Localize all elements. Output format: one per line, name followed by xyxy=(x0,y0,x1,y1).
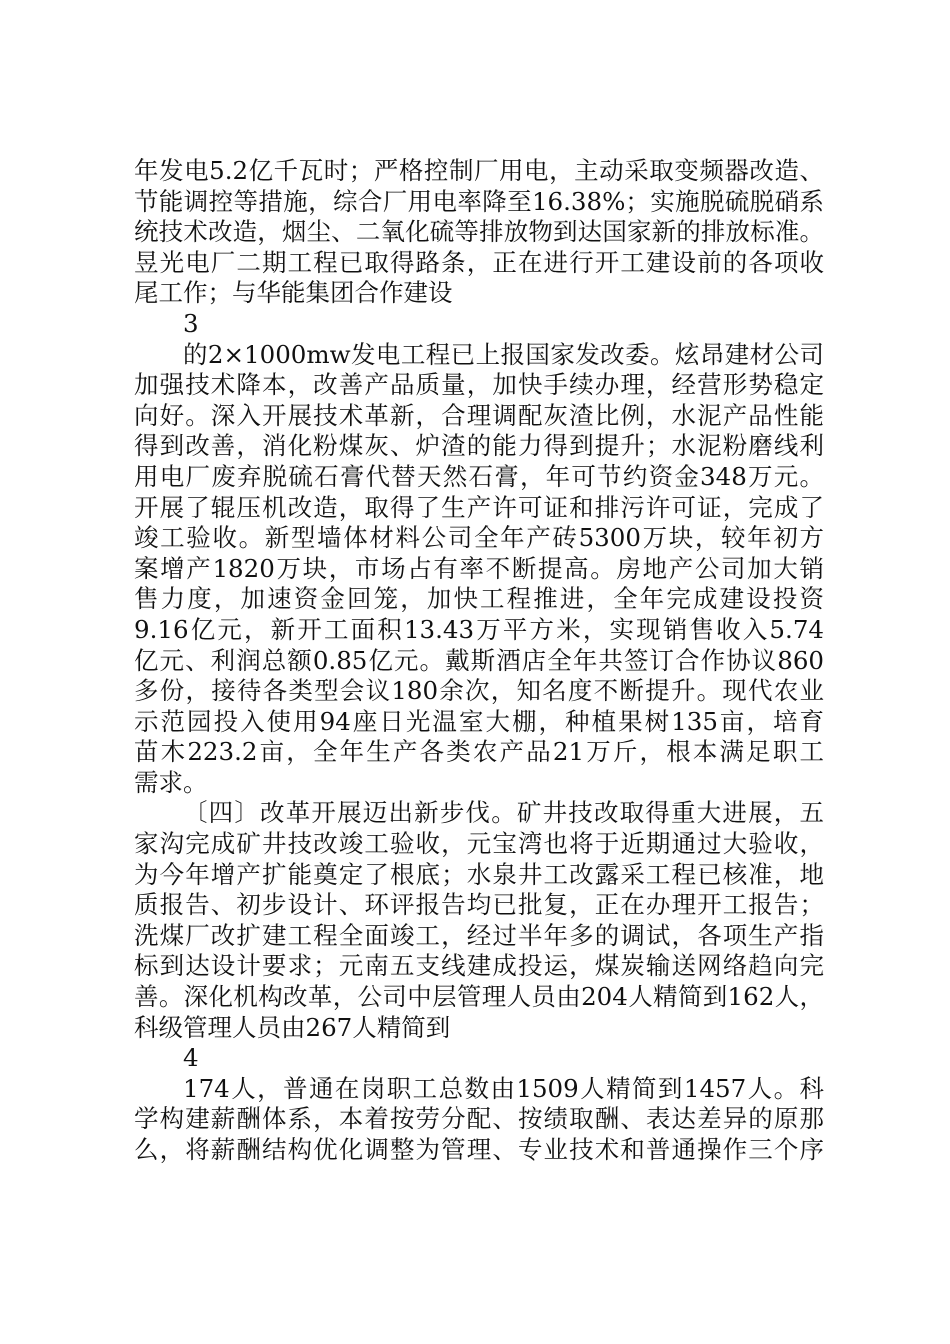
document-body xyxy=(134,156,824,1166)
text-line: 为今年增产扩能奠定了根底；水泉井工改露采工程已核准，地 xyxy=(134,859,824,889)
text-line: 开展了辊压机改造，取得了生产许可证和排污许可证，完成了 xyxy=(134,492,824,522)
text-line: 向好。深入开展技术革新，合理调配灰渣比例，水泥产品性能 xyxy=(134,400,824,430)
text-line: 么，将薪酬结构优化调整为管理、专业技术和普通操作三个序 xyxy=(134,1135,824,1164)
paragraph-first-line: 〔四〕改革开展迈出新步伐。矿井技改取得重大进展，五 xyxy=(183,798,824,828)
page-number: 4 xyxy=(183,1043,199,1073)
text-line: 竣工验收。新型墙体材料公司全年产砖5300万块，较年初方 xyxy=(134,523,824,553)
text-line: 需求。 xyxy=(134,767,208,797)
text-line: 示范园投入使用94座日光温室大棚，种植果树135亩，培育 xyxy=(134,706,824,736)
text-line: 苗木223.2亩，全年生产各类农产品21万斤，根本满足职工 xyxy=(134,737,824,767)
text-line: 9.16亿元，新开工面积13.43万平方米，实现销售收入5.74 xyxy=(134,614,824,644)
text-line: 科级管理人员由267人精简到 xyxy=(134,1012,451,1042)
text-line: 善。深化机构改革，公司中层管理人员由204人精简到162人， xyxy=(134,982,824,1012)
paragraph-first-line: 的2×1000mw发电工程已上报国家发改委。炫昂建材公司 xyxy=(183,339,824,369)
paragraph-first-line: 174人，普通在岗职工总数由1509人精简到1457人。科 xyxy=(183,1073,824,1103)
text-line: 年发电5.2亿千瓦时；严格控制厂用电，主动采取变频器改造、 xyxy=(134,156,824,185)
text-line: 家沟完成矿井技改竣工验收，元宝湾也将于近期通过大验收， xyxy=(134,829,824,859)
text-line: 亿元、利润总额0.85亿元。戴斯酒店全年共签订合作协议860 xyxy=(134,645,824,675)
text-line: 尾工作；与华能集团合作建设 xyxy=(134,278,453,308)
text-line: 案增产1820万块，市场占有率不断提高。房地产公司加大销 xyxy=(134,553,824,583)
text-line: 学构建薪酬体系，本着按劳分配、按绩取酬、表达差异的原那 xyxy=(134,1104,824,1134)
text-line: 洗煤厂改扩建工程全面竣工，经过半年多的调试，各项生产指 xyxy=(134,920,824,950)
text-line: 加强技术降本，改善产品质量，加快手续办理，经营形势稳定 xyxy=(134,370,824,400)
text-line: 标到达设计要求；元南五支线建成投运，煤炭输送网络趋向完 xyxy=(134,951,824,981)
text-line: 用电厂废弃脱硫石膏代替天然石膏，年可节约资金348万元。 xyxy=(134,461,824,491)
page-number: 3 xyxy=(183,308,199,338)
text-line: 得到改善，消化粉煤灰、炉渣的能力得到提升；水泥粉磨线利 xyxy=(134,431,824,461)
text-line: 昱光电厂二期工程已取得路条，正在进行开工建设前的各项收 xyxy=(134,247,824,277)
text-line: 质报告、初步设计、环评报告均已批复，正在办理开工报告； xyxy=(134,890,824,920)
text-line: 售力度，加速资金回笼，加快工程推进，全年完成建设投资 xyxy=(134,584,824,614)
text-line: 节能调控等措施，综合厂用电率降至16.38%；实施脱硫脱硝系 xyxy=(134,186,824,216)
text-line: 多份，接待各类型会议180余次，知名度不断提升。现代农业 xyxy=(134,676,824,706)
text-line: 统技术改造，烟尘、二氧化硫等排放物到达国家新的排放标准。 xyxy=(134,217,824,247)
